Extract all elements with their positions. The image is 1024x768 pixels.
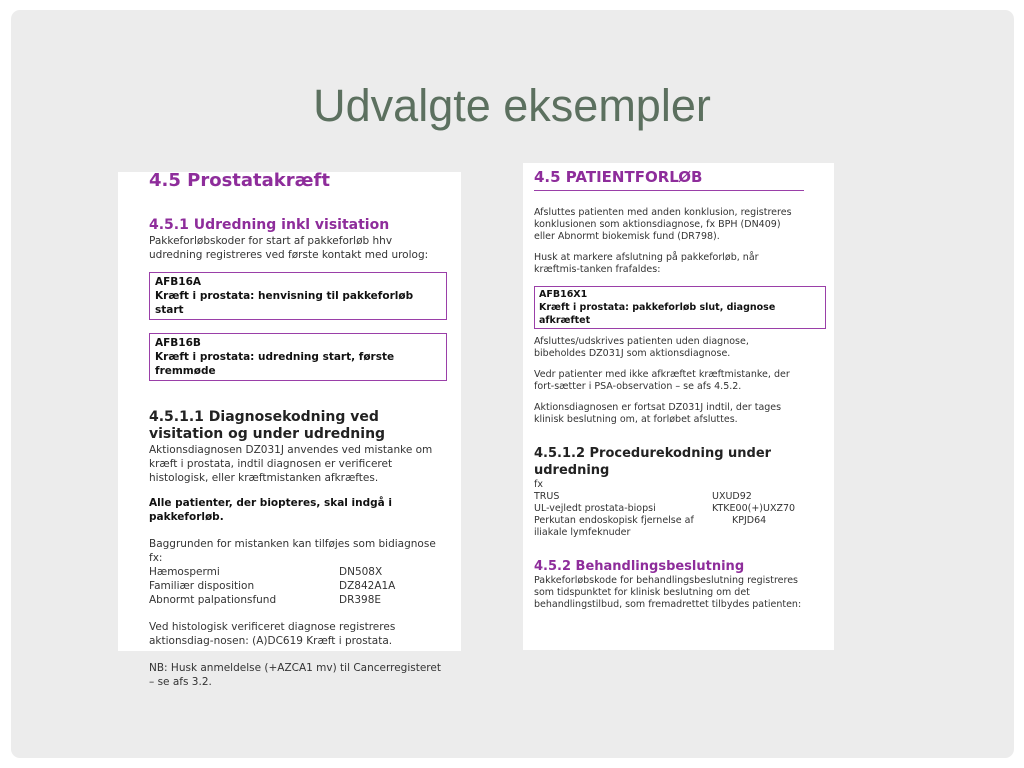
- list-item: UL-vejledt prostata-biopsi KTKE00(+)UXZ70: [534, 503, 796, 514]
- list-item: TRUS UXUD92: [534, 491, 752, 502]
- section-heading-4-5-patientforlob: 4.5 PATIENTFORLØB: [534, 167, 804, 191]
- code-box-code: AFB16X1: [539, 289, 588, 300]
- code-box-desc: Kræft i prostata: pakkeforløb slut, diagnose afkræftet: [539, 302, 776, 326]
- section-text-4-5-2: Pakkeforløbskode for behandlingsbeslutning registreres som tidspunktet for klinisk beslutning om det behandlingstilbud, som fremadrettet tilbydes patienten:: [534, 575, 802, 610]
- slide-title: Udvalgte eksempler: [313, 80, 711, 131]
- bidiagnose-intro: Baggrunden for mistanken kan tilføjes som bidiagnose fx:: [149, 538, 436, 564]
- paragraph-3: Afsluttes/udskrives patienten uden diagnose, bibeholdes DZ031J som aktionsdiagnose.: [534, 336, 749, 359]
- histology-text: Ved histologisk verificeret diagnose registreres aktionsdiag-nosen: (A)DC619 Kræft i prostata.: [149, 621, 396, 647]
- section-heading-4-5: 4.5 Prostatakræft: [149, 170, 330, 191]
- bidiagnose-list: [149, 565, 447, 607]
- document-page-right: [523, 163, 834, 650]
- list-item: Abnormt palpationsfund DR398E: [149, 594, 382, 606]
- code-box-code: AFB16A: [155, 276, 202, 288]
- code-box-afb16b: [149, 333, 447, 381]
- section-text-4-5-1: Pakkeforløbskoder for start af pakkeforløb hhv udredning registreres ved første kontakt med urolog:: [149, 235, 429, 261]
- section-heading-4-5-2: 4.5.2 Behandlingsbeslutning: [534, 559, 745, 574]
- fx-label: fx: [534, 479, 543, 490]
- code-box-afb16a: [149, 272, 447, 320]
- paragraph-4: Vedr patienter med ikke afkræftet kræftmistanke, der fort-sætter i PSA-observation – se afs 4.5.2.: [534, 369, 790, 392]
- code-box-code: AFB16B: [155, 337, 201, 349]
- section-heading-4-5-1-2: 4.5.1.2 Procedurekodning under udredning: [534, 446, 772, 478]
- section-text-4-5-1-1: Aktionsdiagnosen DZ031J anvendes ved mistanke om kræft i prostata, indtil diagnosen er verificeret histologisk, eller kræftmistanken afkræftes.: [149, 444, 433, 484]
- paragraph-1: Afsluttes patienten med anden konklusion, registreres konklusionen som aktionsdiagnose, fx BPH (DN409) eller Abnormt biokemisk fund (DR798).: [534, 207, 792, 242]
- document-page-left: [118, 170, 461, 688]
- procedure-list: [534, 491, 826, 539]
- list-item: Familiær disposition DZ842A1A: [149, 580, 396, 592]
- list-item: Hæmospermi DN508X: [149, 566, 383, 578]
- bold-note: Alle patienter, der biopteres, skal indgå i pakkeforløb.: [149, 497, 393, 523]
- paragraph-5: Aktionsdiagnosen er fortsat DZ031J indtil, der tages klinisk beslutning om, at forløbet afsluttes.: [534, 402, 782, 425]
- code-box-desc: Kræft i prostata: henvisning til pakkeforløb start: [155, 290, 414, 316]
- section-heading-4-5-1-1: 4.5.1.1 Diagnosekodning ved visitation og under udredning: [149, 409, 386, 442]
- code-box-desc: Kræft i prostata: udredning start, første fremmøde: [155, 351, 395, 377]
- section-heading-4-5-1: 4.5.1 Udredning inkl visitation: [149, 217, 390, 233]
- list-item: Perkutan endoskopisk fjernelse af iliakale lymfeknuder KPJD64: [534, 515, 767, 538]
- paragraph-2: Husk at markere afslutning på pakkeforløb, når kræftmis-tanken frafaldes:: [534, 252, 759, 275]
- nb-text: NB: Husk anmeldelse (+AZCA1 mv) til Cancerregisteret – se afs 3.2.: [149, 662, 441, 688]
- code-box-afb16x1: [534, 286, 826, 329]
